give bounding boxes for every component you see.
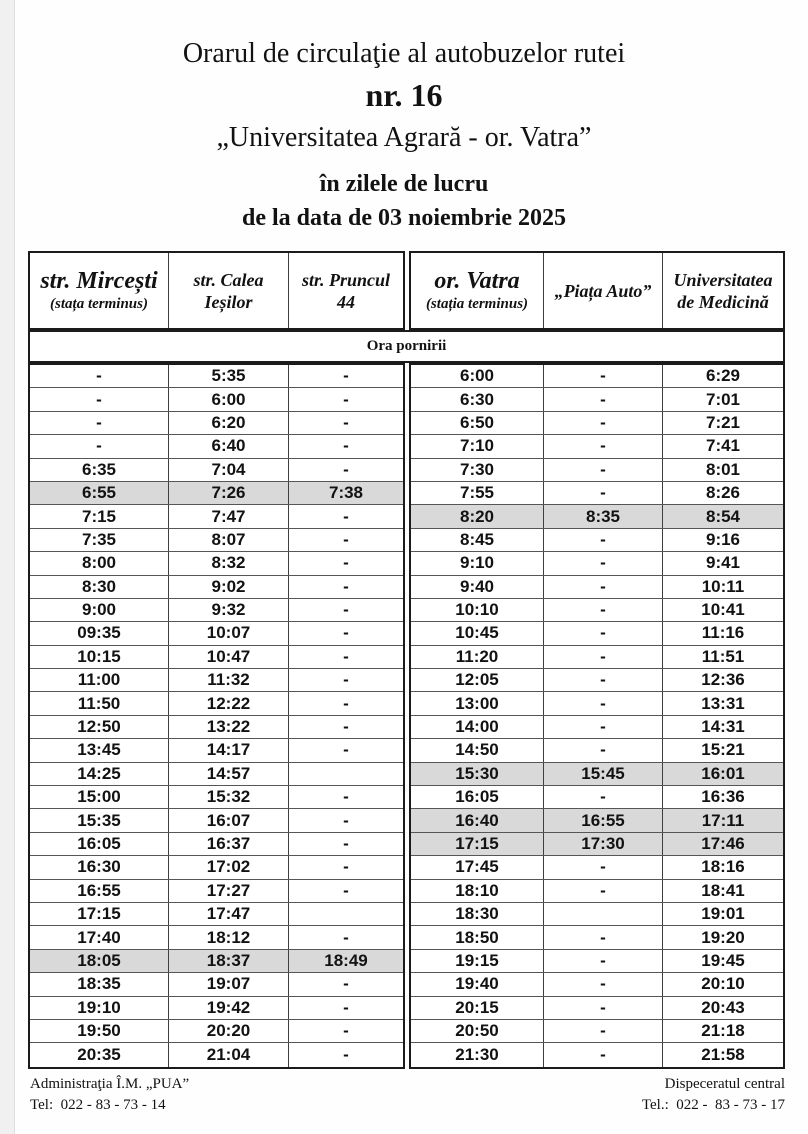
table-header [28, 251, 785, 330]
time-cell: - [288, 716, 403, 738]
stop-name: 44 [337, 291, 355, 312]
header-left-half [28, 251, 405, 330]
time-cell: - [96, 366, 102, 386]
time-cell: 7:15 [81, 506, 117, 526]
time-cell: 12:50 [77, 717, 121, 737]
time-cell: - [543, 739, 662, 761]
timetable-row-left [30, 599, 403, 622]
time-cell: - [543, 1020, 662, 1042]
dispatch-name: Dispeceratul central [664, 1076, 785, 1092]
route-name: „Universitatea Agrară - or. Vatra” [216, 122, 592, 153]
time-cell: 5:35 [168, 365, 288, 387]
time-cell: 17:15 [77, 904, 121, 924]
timetable-row-right [411, 388, 783, 411]
time-cell: 6:35 [81, 459, 117, 479]
timetable-row-right [411, 529, 783, 552]
time-cell: - [543, 435, 662, 457]
time-cell: 18:30 [455, 904, 499, 924]
timetable-row-left [30, 950, 403, 973]
time-cell: - [96, 436, 102, 456]
time-cell: 21:04 [168, 1043, 288, 1066]
time-cell: 14:17 [168, 739, 288, 761]
stop-name: str. Calea [193, 269, 264, 290]
header-stop-calea-iesilor [168, 253, 288, 328]
time-cell: 16:55 [543, 809, 662, 831]
stop-name: de Medicină [677, 291, 769, 312]
footer [30, 1074, 785, 1116]
time-cell: 6:00 [168, 388, 288, 410]
time-cell: - [543, 529, 662, 551]
time-cell: 9:41 [662, 552, 783, 574]
time-cell: 6:29 [662, 365, 783, 387]
time-cell: - [543, 646, 662, 668]
time-cell: - [288, 973, 403, 995]
timetable-row-right [411, 435, 783, 458]
time-cell: - [288, 692, 403, 714]
timetable-row-left [30, 576, 403, 599]
time-cell: 19:15 [455, 950, 499, 970]
time-cell: - [288, 646, 403, 668]
timetable-row-right [411, 1043, 783, 1066]
time-cell: 9:02 [168, 576, 288, 598]
timetable-row-right [411, 856, 783, 879]
time-cell: 13:00 [455, 693, 499, 713]
time-cell: 6:40 [168, 435, 288, 457]
time-cell: 10:41 [662, 599, 783, 621]
time-cell: 11:50 [77, 693, 121, 713]
time-cell: - [543, 388, 662, 410]
time-cell: 11:20 [455, 646, 499, 666]
time-cell: 12:36 [662, 669, 783, 691]
time-cell: 6:00 [459, 366, 495, 386]
time-cell: 20:35 [77, 1045, 121, 1065]
time-cell: 16:05 [77, 834, 121, 853]
time-cell: - [288, 505, 403, 527]
time-cell: 10:10 [455, 600, 499, 620]
time-cell: 7:26 [168, 482, 288, 504]
time-cell: - [543, 950, 662, 972]
timetable-row-left [30, 903, 403, 926]
time-cell: - [288, 459, 403, 481]
time-cell: 8:32 [168, 552, 288, 574]
timetable-row-left [30, 1043, 403, 1066]
time-cell: 8:26 [662, 482, 783, 504]
time-cell: 9:00 [81, 600, 117, 620]
departure-time-label: Ora pornirii [366, 338, 447, 354]
timetable-row-left [30, 716, 403, 739]
timetable-row-right [411, 599, 783, 622]
time-cell: - [288, 833, 403, 855]
time-cell: 17:45 [455, 857, 499, 877]
timetable-row-left [30, 1020, 403, 1043]
time-cell: 10:11 [662, 576, 783, 598]
dispatch-phone: Tel.: 022 - 83 - 73 - 17 [641, 1097, 785, 1113]
time-cell: 8:30 [81, 576, 117, 596]
timetable-row-right [411, 739, 783, 762]
time-cell: 16:55 [77, 880, 121, 900]
stop-subtitle: (stația terminus) [425, 295, 529, 312]
time-cell: - [543, 973, 662, 995]
timetable-row-left [30, 435, 403, 458]
departure-time-band [28, 330, 785, 363]
timetable-row-left [30, 973, 403, 996]
timetable-row-right [411, 973, 783, 996]
administration-phone: Tel: 022 - 83 - 73 - 14 [30, 1097, 166, 1113]
time-cell: 6:30 [459, 389, 495, 409]
time-cell: 7:21 [662, 412, 783, 434]
timetable-row-right [411, 833, 783, 856]
time-cell [288, 763, 403, 785]
time-cell: - [543, 622, 662, 644]
time-cell: - [288, 880, 403, 902]
timetable-row-left [30, 997, 403, 1020]
stop-name: „Piața Auto” [554, 280, 652, 301]
time-cell: - [543, 880, 662, 902]
time-cell: 18:05 [77, 950, 121, 970]
timetable-row-right [411, 365, 783, 388]
timetable-row-left [30, 669, 403, 692]
time-cell: 17:46 [662, 833, 783, 855]
timetable-row-right [411, 880, 783, 903]
time-cell: 6:55 [81, 483, 117, 503]
timetable-row-left [30, 926, 403, 949]
timetable-row-left [30, 622, 403, 645]
timetable-row-right [411, 926, 783, 949]
timetable-row-right [411, 763, 783, 786]
timetable-row-right [411, 786, 783, 809]
time-cell: - [543, 459, 662, 481]
time-cell: 14:00 [455, 717, 499, 737]
time-cell: 19:50 [77, 1021, 121, 1041]
time-cell: 10:47 [168, 646, 288, 668]
time-cell: 16:07 [168, 809, 288, 831]
time-cell: - [288, 997, 403, 1019]
timetable-row-left [30, 552, 403, 575]
time-cell: 14:57 [168, 763, 288, 785]
time-cell: 20:43 [662, 997, 783, 1019]
time-cell: - [288, 1020, 403, 1042]
time-cell: 10:15 [77, 646, 121, 666]
left-rows [28, 363, 405, 1069]
header-right-half [409, 251, 785, 330]
time-cell: 16:37 [168, 833, 288, 855]
time-cell: - [96, 412, 102, 432]
time-cell: 17:27 [168, 880, 288, 902]
time-cell: 15:32 [168, 786, 288, 808]
timetable-row-left [30, 388, 403, 411]
time-cell: 9:40 [459, 576, 495, 596]
time-cell: 20:20 [168, 1020, 288, 1042]
time-cell: 16:36 [662, 786, 783, 808]
time-cell: 10:45 [455, 623, 499, 643]
time-cell: 18:10 [455, 880, 499, 900]
time-cell: 7:30 [459, 459, 495, 479]
time-cell: 17:47 [168, 903, 288, 925]
timetable-row-left [30, 786, 403, 809]
stop-name: Universitatea [673, 269, 773, 290]
effective-date: de la data de 03 noiembrie 2025 [242, 205, 566, 231]
time-cell: - [288, 365, 403, 387]
timetable-row-left [30, 833, 403, 856]
timetable-row-left [30, 365, 403, 388]
time-cell: - [288, 622, 403, 644]
timetable-row-left [30, 459, 403, 482]
time-cell: 15:00 [77, 787, 121, 807]
time-cell [288, 903, 403, 925]
timetable-row-left [30, 529, 403, 552]
time-cell: 18:37 [168, 950, 288, 972]
time-cell: 18:49 [288, 950, 403, 972]
timetable-row-right [411, 669, 783, 692]
time-cell: 7:10 [459, 436, 495, 456]
time-cell: 7:35 [81, 529, 117, 549]
time-cell: 13:22 [168, 716, 288, 738]
time-cell: 09:35 [77, 623, 121, 643]
time-cell: 12:22 [168, 692, 288, 714]
time-cell: 7:38 [288, 482, 403, 504]
time-cell: 20:15 [455, 997, 499, 1017]
stop-name: or. Vatra [434, 267, 520, 294]
service-days: în zilele de lucru [319, 171, 489, 197]
time-cell: - [288, 809, 403, 831]
time-cell: - [288, 926, 403, 948]
time-cell: 17:11 [662, 809, 783, 831]
time-cell: 11:16 [662, 622, 783, 644]
time-cell: 6:20 [168, 412, 288, 434]
time-cell: - [288, 1043, 403, 1066]
time-cell: - [288, 529, 403, 551]
header-stop-pruncul [288, 253, 403, 328]
time-cell: 11:51 [662, 646, 783, 668]
time-cell: 9:16 [662, 529, 783, 551]
time-cell: 8:45 [459, 529, 495, 549]
time-cell: 6:50 [459, 412, 495, 432]
time-cell: - [288, 599, 403, 621]
header-stop-vatra [411, 253, 543, 328]
time-cell: - [543, 692, 662, 714]
time-cell: - [543, 599, 662, 621]
time-cell: 18:16 [662, 856, 783, 878]
time-cell: 9:32 [168, 599, 288, 621]
timetable-row-left [30, 809, 403, 832]
time-cell: - [543, 552, 662, 574]
time-cell: 15:35 [77, 810, 121, 830]
time-cell: - [288, 669, 403, 691]
time-cell: 19:40 [455, 974, 499, 994]
time-cell: - [543, 669, 662, 691]
time-cell: - [543, 1043, 662, 1066]
time-cell: - [543, 576, 662, 598]
time-cell: 16:01 [662, 763, 783, 785]
time-cell: 19:01 [662, 903, 783, 925]
time-cell: - [288, 552, 403, 574]
time-cell: 12:05 [455, 670, 499, 690]
time-cell: 8:00 [81, 553, 117, 573]
header-stop-universitatea-medicina [662, 253, 783, 328]
timetable-row-right [411, 903, 783, 926]
time-cell: 19:10 [77, 997, 121, 1017]
time-cell: - [288, 856, 403, 878]
time-cell: 17:02 [168, 856, 288, 878]
timetable-row-right [411, 692, 783, 715]
timetable-row-right [411, 1020, 783, 1043]
timetable-row-left [30, 646, 403, 669]
timetable-row-right [411, 950, 783, 973]
time-cell: 17:40 [77, 927, 121, 947]
time-cell: 19:07 [168, 973, 288, 995]
timetable-row-left [30, 692, 403, 715]
time-cell: 16:40 [455, 810, 499, 830]
header-stop-piata-auto [543, 253, 662, 328]
time-cell: 7:55 [459, 483, 495, 503]
time-cell: 20:10 [662, 973, 783, 995]
footer-administration [30, 1074, 189, 1116]
time-cell: 8:54 [662, 505, 783, 527]
timetable-row-left [30, 412, 403, 435]
time-cell: 8:07 [168, 529, 288, 551]
time-cell: - [543, 926, 662, 948]
time-cell: - [543, 997, 662, 1019]
header-stop-mircesti [30, 253, 168, 328]
timetable-row-left [30, 739, 403, 762]
time-cell: - [288, 412, 403, 434]
time-cell: 21:30 [455, 1045, 499, 1065]
time-cell: - [96, 389, 102, 409]
stop-subtitle: (stața terminus) [50, 295, 148, 312]
time-cell: 9:10 [459, 553, 495, 573]
timetable-row-right [411, 459, 783, 482]
table-body [28, 363, 785, 1069]
time-cell: - [543, 856, 662, 878]
time-cell: 11:32 [168, 669, 288, 691]
time-cell: 19:45 [662, 950, 783, 972]
timetable-row-right [411, 576, 783, 599]
time-cell: 21:18 [662, 1020, 783, 1042]
time-cell: 14:50 [455, 740, 499, 760]
timetable-row-right [411, 809, 783, 832]
time-cell: 18:12 [168, 926, 288, 948]
stop-name: Ieșilor [204, 291, 253, 312]
time-cell: - [543, 365, 662, 387]
page-title: Orarul de circulaţie al autobuzelor rutei [182, 38, 626, 69]
time-cell: 17:15 [455, 834, 499, 853]
time-cell: 18:50 [455, 927, 499, 947]
timetable-row-right [411, 482, 783, 505]
time-cell: - [288, 786, 403, 808]
time-cell: 21:58 [662, 1043, 783, 1066]
title-block [0, 38, 808, 232]
time-cell: 7:04 [168, 459, 288, 481]
time-cell: 18:41 [662, 880, 783, 902]
time-cell: 15:21 [662, 739, 783, 761]
time-cell: 7:41 [662, 435, 783, 457]
timetable-row-left [30, 856, 403, 879]
time-cell: 11:00 [77, 670, 121, 690]
time-cell: 7:47 [168, 505, 288, 527]
stop-name: str. Mircești [40, 267, 158, 294]
time-cell: 15:30 [455, 763, 499, 783]
time-cell: 16:30 [77, 857, 121, 877]
timetable-row-right [411, 997, 783, 1020]
timetable-row-right [411, 552, 783, 575]
time-cell: 13:45 [77, 740, 121, 760]
right-rows [409, 363, 785, 1069]
time-cell: 20:50 [455, 1021, 499, 1041]
time-cell: - [543, 786, 662, 808]
time-cell: - [543, 716, 662, 738]
time-cell: 19:20 [662, 926, 783, 948]
time-cell: - [288, 388, 403, 410]
timetable [28, 251, 785, 1069]
time-cell: 13:31 [662, 692, 783, 714]
route-number: nr. 16 [365, 77, 443, 113]
time-cell: - [543, 482, 662, 504]
time-cell: 19:42 [168, 997, 288, 1019]
time-cell: 8:35 [543, 505, 662, 527]
time-cell: 14:25 [77, 763, 121, 783]
time-cell: 17:30 [543, 833, 662, 855]
timetable-row-right [411, 646, 783, 669]
stop-name: str. Pruncul [301, 269, 391, 290]
time-cell: 18:35 [77, 974, 121, 994]
time-cell: 8:01 [662, 459, 783, 481]
timetable-row-right [411, 505, 783, 528]
timetable-row-left [30, 505, 403, 528]
time-cell: - [288, 739, 403, 761]
time-cell: - [543, 412, 662, 434]
time-cell: - [288, 435, 403, 457]
footer-dispatch [642, 1074, 785, 1116]
time-cell: 8:20 [459, 506, 495, 526]
time-cell: 15:45 [543, 763, 662, 785]
timetable-row-left [30, 763, 403, 786]
timetable-row-right [411, 622, 783, 645]
time-cell: 16:05 [455, 787, 499, 807]
timetable-row-left [30, 880, 403, 903]
time-cell: 10:07 [168, 622, 288, 644]
administration-name: Administraţia Î.M. „PUA” [30, 1076, 190, 1092]
time-cell: - [288, 576, 403, 598]
timetable-row-right [411, 412, 783, 435]
time-cell: 7:01 [662, 388, 783, 410]
time-cell: 14:31 [662, 716, 783, 738]
timetable-row-right [411, 716, 783, 739]
time-cell [543, 903, 662, 925]
timetable-row-left [30, 482, 403, 505]
